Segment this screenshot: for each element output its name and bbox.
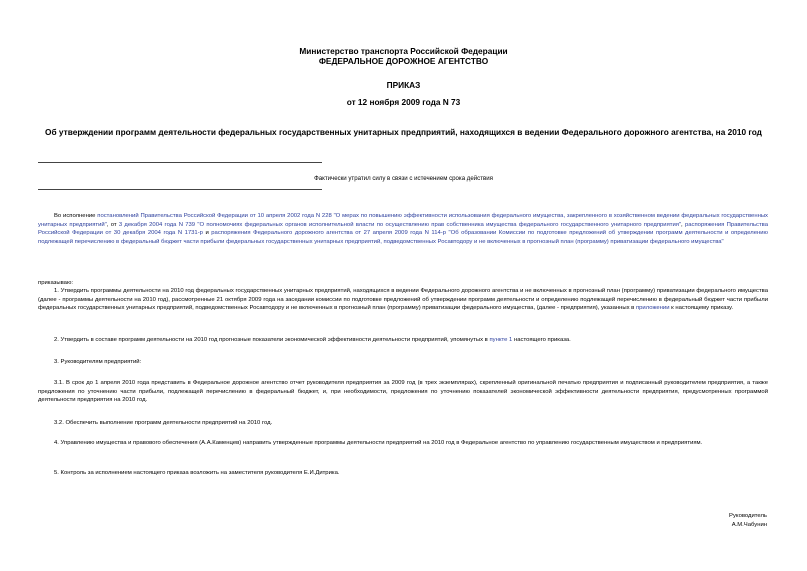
signature-role: Руководитель [729, 513, 767, 519]
intro-text-1: Во исполнение [54, 213, 98, 219]
item-4: 4. Управлению имущества и правового обеспечения (А.А.Каменцев) направить утвержденные программы деятельности предприятий на 2010 год в Федеральное агентство по управлению государственным имуществом и предприятиям. [54, 440, 703, 446]
item-5: 5. Контроль за исполнением настоящего приказа возложить на заместителя руководителя Е.И.Дитрика. [54, 470, 340, 476]
item-1 [38, 287, 768, 313]
document-title: Об утверждении программ деятельности федеральных государственных унитарных предприятий, находящихся в ведении Федерального дорожного агентства, на 2010 год [45, 127, 762, 137]
order-date: от 12 ноября 2009 года N 73 [346, 97, 461, 107]
order-heading: ПРИКАЗ [386, 80, 421, 90]
item-3-1: 3.1. В срок до 1 апреля 2010 года представить в Федеральное дорожное агентство отчет руководителя предприятия за 2009 год (в трех экземплярах), скрепленный оригинальной печатью предприятия и подписанный руководителем предприятия, а также предложения по уточнению части прибыли, подлежащей перечислению в федеральный бюджет, и, при необходимости, предложения по уточнению показателей экономической эффективности деятельности предприятия, предусмотренных программой деятельности предприятия на 2010 год. [38, 380, 768, 404]
link-appendix[interactable]: приложении [635, 305, 670, 312]
intro-text-4: и [202, 230, 212, 237]
item-3: 3. Руководителям предприятий: [54, 359, 142, 365]
item-2-text: 2. Утвердить в составе программ деятельности на 2010 год прогнозные показатели экономической эффективности деятельности предприятий, упомянутых в [54, 337, 490, 343]
item-2 [38, 336, 768, 345]
agency-name: ФЕДЕРАЛЬНОЕ ДОРОЖНОЕ АГЕНТСТВО [318, 56, 489, 66]
link-order-114[interactable]: распоряжения Федерального дорожного агентства от 27 апреля 2009 года N 114-р "Об образовании Комиссии по подготовке предложений об утверждении программ деятельности и определению подлежащей перечислению в федеральный бюджет части прибыли федеральных государственных унитарных предприятий, подведомственных Росавтодору и не включенных в прогнозный план (программу) приватизации федерального имущества" [38, 230, 768, 245]
item-2-end: настоящего приказа. [512, 337, 571, 343]
item-3-2: 3.2. Обеспечить выполнение программ деятельности предприятий на 2010 год. [54, 420, 273, 426]
intro-paragraph [38, 212, 768, 246]
signature-block [729, 512, 767, 529]
intro-text-2: , от [106, 221, 119, 228]
link-item-1[interactable]: пункте 1 [489, 337, 513, 343]
link-decree-228[interactable]: постановлений Правительства Российской Федерации от 10 апреля 2002 года N 228 "О мерах по повышению эффективности использования федерального имущества, закрепленного в хозяйственном ведении федеральных государственных унитарных предприятий" [38, 213, 769, 228]
link-order-1731[interactable]: распоряжения Правительства Российской Федерации от 30 декабря 2004 года N 1731-р [38, 221, 768, 237]
divider-bottom [38, 189, 322, 190]
link-decree-739[interactable]: 3 декабря 2004 года N 739 "О полномочиях федеральных органов исполнительной власти по осуществлению прав собственника имущества федерального государственного унитарного предприятия" [118, 221, 682, 228]
signature-name: А.М.Чабунин [731, 521, 767, 528]
document-header [0, 46, 807, 66]
item-1-text: 1. Утвердить программы деятельности на 2010 год федеральных государственных унитарных предприятий, находящихся в ведении Федерального дорожного агентства и не включенных в прогнозный план (программу) приватизации федерального имущества (далее - программы деятельности на 2010 год), рассмотренные 21 октября 2009 года на заседании комиссии по подготовке предложений об утверждении программ деятельности и определению подлежащей перечислению в федеральный бюджет части прибыли федеральных государственных унитарных предприятий, подведомственных Росавтодору и не включенных в прогнозный план (программу) приватизации федерального имущества, (далее - предприятия), указанных в [38, 288, 768, 312]
order-label: приказываю: [38, 280, 74, 286]
status-note: Фактически утратил силу в связи с истечением срока действия [314, 175, 493, 182]
ministry-name: Министерство транспорта Российской Федерации [299, 46, 508, 56]
item-1-end: к настоящему приказу. [669, 305, 733, 312]
divider-top [38, 162, 322, 163]
intro-text-3: , [681, 221, 685, 228]
